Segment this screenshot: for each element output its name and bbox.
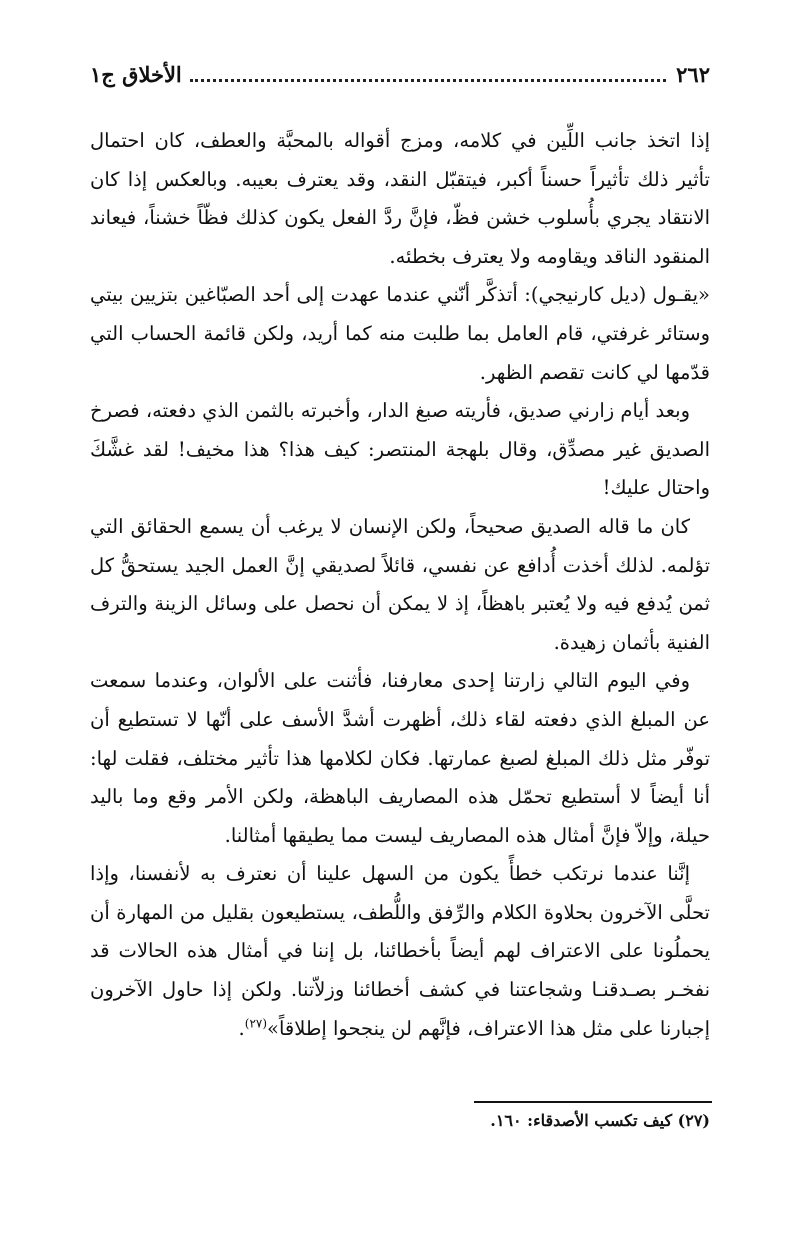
running-title: الأخلاق ج١ [90, 62, 182, 87]
paragraph: وفي اليوم التالي زارتنا إحدى معارفنا، فأثنت على الألوان، وعندما سمعت عن المبلغ الذي دفعته لقاء ذلك، أظهرت أشدَّ الأسف على أنّها لا تستطيع أن توفّر مثل ذلك المبلغ لصبغ عمارتها. فكان لكلامها هذا تأثير مختلف، فقلت لها: أنا أيضاً لا أستطيع تحمّل هذه المصاريف الباهظة، ولكن الأمر وقع وما باليد حيلة، وإلاّ فإنَّ أمثال هذه المصاريف ليست مما يطيقها أمثالنا. [90, 669, 710, 847]
paragraph: إذا اتخذ جانب اللِّين في كلامه، ومزج أقواله بالمحبَّة والعطف، كان احتمال تأثير ذلك تأثيراً حسناً أكبر، فيتقبّل النقد، وقد يعترف بعيبه. وبالعكس إذا كان الانتقاد يجري بأُسلوب خشن فظّ، فإنَّ ردَّ الفعل يكون كذلك فظّاً خشناً، فيعاند المنقود الناقد ويقاومه ولا يعترف بخطئه. [90, 129, 710, 268]
footnote: (٢٧) كيف تكسب الأصدقاء: ١٦٠. [490, 1111, 710, 1130]
paragraph: وبعد أيام زارني صديق، فأريته صبغ الدار، وأخبرته بالثمن الذي دفعته، فصرخ الصديق غير مصدِّق، وقال بلهجة المنتصر: كيف هذا؟ هذا مخيف! لقد غشَّكَ واحتال عليك! [90, 399, 710, 500]
page-header [90, 56, 710, 90]
paragraph: كان ما قاله الصديق صحيحاً، ولكن الإنسان لا يرغب أن يسمع الحقائق التي تؤلمه. لذلك أخذت أُدافع عن نفسي، قائلاً لصديقي إنَّ العمل الجيد يستحقُّ كل ثمن يُدفع فيه ولا يُعتبر باهظاً، إذ لا يمكن أن نحصل على وسائل الزينة والترف الفنية بأثمان زهيدة. [90, 514, 710, 654]
paragraph-tail: . [238, 1016, 245, 1040]
page-number: ٢٦٢ [676, 62, 710, 87]
paragraph: «يقـول (ديل كارنيجي): أتذكَّر أنّني عندما عهدت إلى أحد الصبّاغين بتزيين بيتي وستائر غرفتي، قام العامل بما طلبت منه كما أريد، ولكن قائمة الحساب التي قدّمها لي كانت تقصم الظهر. [90, 283, 710, 384]
paragraph-text: إنَّنا عندما نرتكب خطأً يكون من السهل علينا أن نعترف به لأنفسنا، وإذا تحلَّى الآخرون بحلاوة الكلام والرِّفق واللُّطف، يستطيعون بقليل من المهارة أن يحملُونا على الاعتراف لهم أيضاً بأخطائنا، بل إننا في أمثال هذه الحالات قد نفخـر بصـدقنـا وشجاعتنا في كشف أخطائنا وزلاّتنا. ولكن إذا حاول الآخرون إجبارنا على مثل هذا الاعتراف، فإنَّهم لن ينجحوا إطلاقاً» [90, 862, 710, 1040]
header-dot-leader [190, 79, 666, 82]
paragraph-last [90, 855, 710, 1048]
footnote-reference[interactable]: (٢٧) [244, 1016, 268, 1031]
page-body [90, 122, 710, 1048]
footnote-divider [474, 1101, 712, 1103]
